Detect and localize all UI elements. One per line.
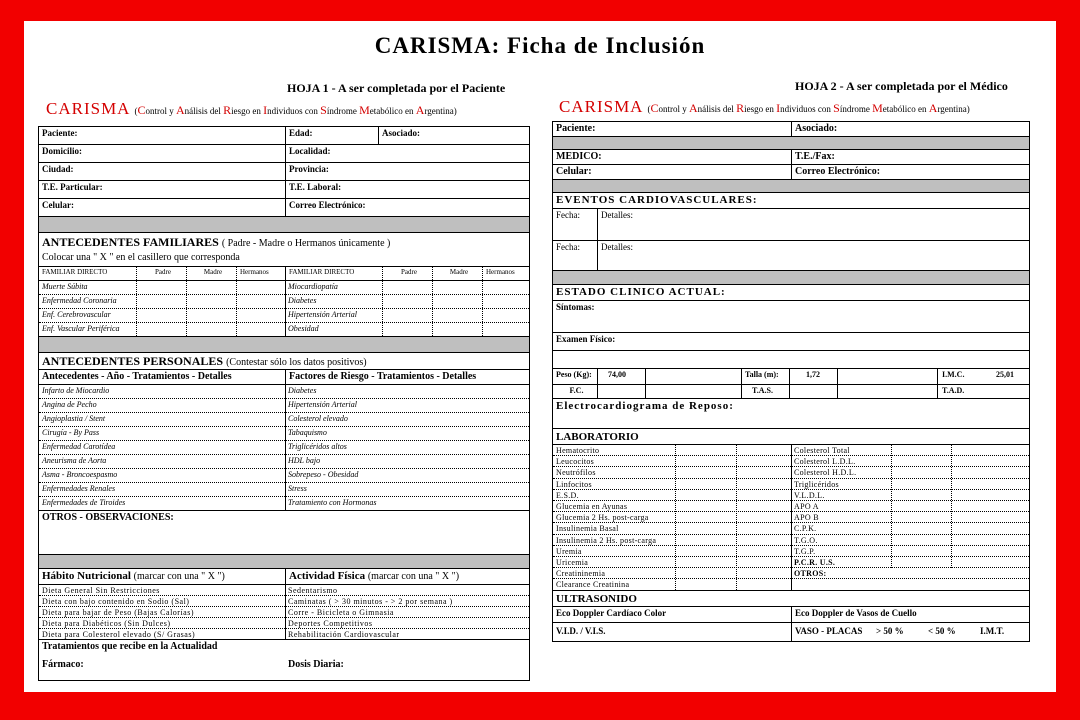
fam-item-left[interactable]: Enfermedad Coronaria bbox=[42, 296, 117, 305]
paciente-field[interactable]: Paciente: bbox=[42, 128, 78, 138]
dosis-field[interactable]: Dosis Diaria: bbox=[288, 659, 344, 670]
brand-initial: S bbox=[320, 103, 327, 117]
pers-item-right[interactable]: Colesterol elevado bbox=[288, 414, 348, 423]
fam-title: ANTECEDENTES FAMILIARES bbox=[42, 235, 219, 249]
actividad-item[interactable]: Sedentarismo bbox=[288, 586, 338, 595]
actividad-item[interactable]: Caminatas ( > 30 minutos - > 2 por semana ) bbox=[288, 597, 453, 606]
brand-paren-close: ) bbox=[966, 104, 970, 114]
table-row bbox=[39, 281, 529, 295]
imc-label: I.M.C. bbox=[937, 369, 993, 384]
brand-word: rgentina bbox=[424, 106, 454, 116]
table-row bbox=[39, 585, 529, 596]
edad-field[interactable]: Edad: bbox=[285, 127, 378, 144]
otros-observaciones[interactable]: OTROS - OBSERVACIONES: bbox=[42, 512, 174, 523]
pers-item-left[interactable]: Cirugía - By Pass bbox=[42, 428, 100, 437]
tad-label: T.A.D. bbox=[937, 385, 993, 398]
examen-fisico-field[interactable]: Examen Físico: bbox=[556, 334, 616, 344]
lab-item-right[interactable]: OTROS: bbox=[794, 569, 827, 579]
brand-word: nálisis del bbox=[697, 104, 737, 114]
pers-item-right[interactable]: Sobrepeso - Obesidad bbox=[288, 470, 359, 479]
ecg-title: Electrocardiograma de Reposo: bbox=[556, 400, 734, 412]
lab-item-right[interactable]: C.P.K. bbox=[794, 524, 817, 534]
pers-item-left[interactable]: Asma - Broncoespasmo bbox=[42, 470, 118, 479]
eco-cardiaco-title: Eco Doppler Cardíaco Color bbox=[556, 608, 667, 618]
lab-item-right[interactable]: Triglicéridos bbox=[794, 479, 839, 489]
table-row bbox=[39, 427, 529, 441]
dieta-item[interactable]: Dieta para Diabéticos (Sin Dulces) bbox=[42, 619, 171, 628]
mayor-50-label: > 50 % bbox=[876, 626, 904, 636]
pers-item-left[interactable]: Angioplastia / Stent bbox=[42, 414, 106, 423]
fam-instructions: Colocar una " X " en el casillero que corresponda bbox=[42, 252, 240, 263]
separator bbox=[553, 271, 1029, 285]
table-row bbox=[39, 618, 529, 629]
page-title: CARISMA: Ficha de Inclusión bbox=[374, 33, 706, 58]
lab-item-right[interactable]: APO B bbox=[794, 513, 819, 523]
habito-title: Hábito Nutricional bbox=[42, 570, 131, 582]
te-particular-field[interactable]: T.E. Particular: bbox=[42, 182, 103, 192]
lab-item-left[interactable]: Glucemia en Ayunas bbox=[556, 502, 628, 511]
imc-value[interactable]: 25,01 bbox=[996, 370, 1014, 379]
brand-initial: S bbox=[833, 101, 840, 115]
fam-col-padre-2: Padre bbox=[382, 267, 432, 280]
vid-vis-label: V.I.D. / V.I.S. bbox=[556, 626, 606, 636]
actividad-item[interactable]: Corre - Bicicleta o Gimnasia bbox=[288, 608, 394, 617]
lab-item-left[interactable]: Uremia bbox=[556, 546, 582, 556]
detalles-label-2[interactable]: Detalles: bbox=[597, 241, 1029, 270]
table-row bbox=[39, 413, 529, 427]
dieta-item[interactable]: Dieta con bajo contenido en Sodio (Sal) bbox=[42, 597, 190, 606]
brand-word: etabólico en bbox=[369, 106, 416, 116]
medico-field[interactable]: MEDICO: bbox=[556, 151, 602, 162]
tas-label: T.A.S. bbox=[741, 385, 789, 398]
dieta-item[interactable]: Dieta General Sin Restricciones bbox=[42, 586, 160, 595]
brand-initial: A bbox=[688, 101, 698, 115]
fam-col-hermanos-2: Hermanos bbox=[482, 267, 529, 280]
hoja2-brand: CARISMA (Control y Análisis del Riesgo en Individuos con Síndrome Metabólico en Argentina) bbox=[559, 97, 970, 116]
lab-item-right[interactable]: T.G.P. bbox=[794, 546, 816, 556]
table-row bbox=[39, 295, 529, 309]
table-row bbox=[39, 309, 529, 323]
actividad-item[interactable]: Rehabilitación Cardiovascular bbox=[288, 630, 400, 639]
brand-initial: M bbox=[872, 101, 883, 115]
table-row bbox=[39, 596, 529, 607]
estado-title: ESTADO CLINICO ACTUAL: bbox=[556, 286, 726, 298]
eco-cuello-title: Eco Doppler de Vasos de Cuello bbox=[791, 607, 1029, 622]
fam-item-left[interactable]: Enf. Cerebrovascular bbox=[42, 310, 111, 319]
table-row bbox=[39, 441, 529, 455]
habito-sub: (marcar con una " X ") bbox=[133, 571, 225, 582]
fam-col-familiar-2: FAMILIAR DIRECTO bbox=[285, 267, 382, 280]
actividad-sub: (marcar con una " X ") bbox=[367, 571, 460, 582]
fam-grid bbox=[39, 281, 529, 337]
table-row bbox=[39, 385, 529, 399]
lab-item-left[interactable]: Creatininemia bbox=[556, 569, 606, 579]
brand-initial: I bbox=[776, 101, 781, 115]
pers-title-sub: (Contestar sólo los datos positivos) bbox=[226, 357, 367, 368]
actividad-item[interactable]: Deportes Competitivos bbox=[288, 619, 373, 628]
fam-item-left[interactable]: Enf. Vascular Periférica bbox=[42, 324, 120, 333]
brand-word: ontrol y bbox=[145, 106, 176, 116]
pers-item-left[interactable]: Aneurisma de Aorta bbox=[42, 456, 107, 465]
brand-paren-open: ( bbox=[647, 104, 651, 114]
fam-item-left[interactable]: Muerte Súbita bbox=[42, 282, 88, 291]
laboratorio-title: LABORATORIO bbox=[556, 431, 639, 443]
hoja2-form bbox=[552, 121, 1030, 642]
peso-value[interactable]: 74,00 bbox=[597, 369, 645, 384]
lab-grid bbox=[553, 445, 1029, 591]
brand-initial: C bbox=[137, 103, 146, 117]
brand-word: índrome bbox=[326, 106, 360, 116]
brand-initial: A bbox=[175, 103, 185, 117]
lab-item-left[interactable]: Uricemia bbox=[556, 558, 589, 567]
fc-label: F.C. bbox=[569, 386, 584, 395]
te-fax-field[interactable]: T.E./Fax: bbox=[791, 150, 1029, 164]
hoja1-header: HOJA 1 - A ser completada por el Paciente bbox=[287, 81, 506, 95]
tratamientos-title: Tratamientos que recibe en la Actualidad bbox=[42, 641, 218, 652]
pers-item-right[interactable]: Hipertensión Arterial bbox=[288, 400, 357, 409]
form-sheet bbox=[24, 21, 1056, 692]
lab-item-left[interactable]: Insulinemia Basal bbox=[556, 524, 619, 534]
habito-grid bbox=[39, 585, 529, 640]
brand-initial: A bbox=[415, 103, 425, 117]
brand-initial: I bbox=[263, 103, 268, 117]
h2-paciente-field[interactable]: Paciente: bbox=[556, 123, 596, 134]
fam-col-familiar: FAMILIAR DIRECTO bbox=[42, 268, 108, 276]
domicilio-field[interactable]: Domicilio: bbox=[42, 146, 82, 156]
lab-item-left[interactable]: Glucemia 2 Hs. post-carga bbox=[556, 513, 649, 523]
dieta-item[interactable]: Dieta para bajar de Peso (Bajas Calorías) bbox=[42, 608, 195, 617]
brand-initial: R bbox=[223, 103, 232, 117]
lab-item-left[interactable]: Clearance Creatinina bbox=[556, 580, 630, 590]
hoja1-form bbox=[38, 126, 530, 681]
table-row bbox=[39, 469, 529, 483]
eventos-title: EVENTOS CARDIOVASCULARES: bbox=[556, 194, 758, 206]
pers-item-right[interactable]: Stress bbox=[288, 484, 307, 493]
separator bbox=[39, 555, 529, 569]
brand-word: ndividuos con bbox=[780, 104, 834, 114]
brand-initial: M bbox=[359, 103, 370, 117]
menor-50-label: < 50 % bbox=[928, 626, 956, 636]
fam-col-madre-2: Madre bbox=[432, 267, 482, 280]
ultrasonido-title: ULTRASONIDO bbox=[556, 593, 637, 605]
fam-col-madre: Madre bbox=[186, 267, 236, 280]
table-row bbox=[39, 455, 529, 469]
hoja1-brand: CARISMA (Control y Análisis del Riesgo en Individuos con Síndrome Metabólico en Argentina) bbox=[46, 99, 457, 118]
pers-grid bbox=[39, 385, 529, 511]
h2-correo-field[interactable]: Correo Electrónico: bbox=[791, 165, 1029, 179]
celular-field[interactable]: Celular: bbox=[42, 200, 74, 210]
localidad-field[interactable]: Localidad: bbox=[285, 145, 529, 162]
brand-word: nálisis del bbox=[184, 106, 224, 116]
fam-item-right[interactable]: Diabetes bbox=[288, 296, 317, 305]
lab-item-left[interactable]: Leucocitos bbox=[556, 457, 595, 467]
fam-col-hermanos: Hermanos bbox=[236, 267, 285, 280]
brand-word: iesgo en bbox=[231, 106, 264, 116]
hoja2-header: HOJA 2 - A ser completada por el Médico bbox=[795, 79, 1008, 93]
brand-initial: C bbox=[650, 101, 659, 115]
pers-item-left[interactable]: Enfermedad Carotídea bbox=[42, 442, 116, 451]
pers-title: ANTECEDENTES PERSONALES bbox=[42, 354, 224, 368]
lab-item-left[interactable]: Hematocrito bbox=[556, 446, 600, 455]
pers-item-right[interactable]: HDL bajo bbox=[288, 456, 321, 465]
pers-item-left[interactable]: Angina de Pecho bbox=[42, 400, 97, 409]
lab-item-left[interactable]: Insulinemia 2 Hs. post-carga bbox=[556, 535, 657, 545]
separator bbox=[39, 337, 529, 353]
table-row bbox=[39, 497, 529, 511]
farmaco-field[interactable]: Fármaco: bbox=[42, 659, 84, 670]
lab-item-left[interactable]: Linfocitos bbox=[556, 479, 592, 489]
table-row bbox=[39, 629, 529, 640]
pers-item-left[interactable]: Infarto de Miocardio bbox=[42, 386, 110, 395]
lab-item-right[interactable]: APO A bbox=[794, 502, 819, 511]
te-laboral-field[interactable]: T.E. Laboral: bbox=[285, 181, 529, 198]
pers-head-left: Antecedentes - Año - Tratamientos - Detalles bbox=[42, 371, 232, 382]
fam-item-right[interactable]: Hipertensión Arterial bbox=[288, 310, 357, 319]
brand-initial: A bbox=[928, 101, 938, 115]
lab-item-right[interactable]: Colesterol H.D.L. bbox=[794, 468, 857, 478]
sintomas-field[interactable]: Síntomas: bbox=[556, 302, 595, 312]
fam-col-padre: Padre bbox=[136, 267, 186, 280]
fecha-label-1[interactable]: Fecha: bbox=[556, 210, 580, 220]
table-row bbox=[39, 483, 529, 497]
ciudad-field[interactable]: Ciudad: bbox=[42, 164, 74, 174]
fecha-label-2[interactable]: Fecha: bbox=[556, 242, 580, 252]
vaso-placas-label: VASO - PLACAS bbox=[791, 623, 873, 641]
lab-item-right[interactable]: Colesterol L.D.L. bbox=[794, 457, 856, 467]
brand-word: etabólico en bbox=[882, 104, 929, 114]
lab-item-right[interactable]: T.G.O. bbox=[794, 535, 818, 545]
asociado-field[interactable]: Asociado: bbox=[378, 127, 529, 144]
brand-paren-close: ) bbox=[453, 106, 457, 116]
pers-head-right: Factores de Riesgo - Tratamientos - Detalles bbox=[285, 370, 529, 384]
lab-item-left[interactable]: Neutrófilos bbox=[556, 468, 596, 478]
brand-word: ontrol y bbox=[658, 104, 689, 114]
table-row bbox=[39, 399, 529, 413]
lab-item-left[interactable]: E.S.D. bbox=[556, 490, 579, 500]
pers-item-left[interactable]: Enfermedades de Tiroides bbox=[42, 498, 126, 507]
brand-word: rgentina bbox=[937, 104, 967, 114]
pers-item-left[interactable]: Enfermedades Renales bbox=[42, 484, 116, 493]
talla-value[interactable]: 1,72 bbox=[789, 369, 837, 384]
brand-word: índrome bbox=[839, 104, 873, 114]
fam-title-sub: ( Padre - Madre o Hermanos únicamente ) bbox=[221, 238, 391, 249]
pers-item-right[interactable]: Diabetes bbox=[288, 386, 317, 395]
table-row bbox=[39, 607, 529, 618]
peso-label: Peso (Kg): bbox=[556, 370, 592, 379]
table-row bbox=[39, 323, 529, 337]
pers-item-right[interactable]: Triglicéridos altos bbox=[288, 442, 347, 451]
brand-word: iesgo en bbox=[744, 104, 777, 114]
lab-item-right[interactable]: V.L.D.L. bbox=[794, 490, 825, 500]
separator bbox=[39, 217, 529, 233]
brand-word: ndividuos con bbox=[267, 106, 321, 116]
talla-label: Talla (m): bbox=[741, 369, 789, 384]
imt-label: I.M.T. bbox=[980, 626, 1005, 636]
detalles-label-1[interactable]: Detalles: bbox=[597, 209, 1029, 240]
brand-paren-open: ( bbox=[134, 106, 138, 116]
pers-item-right[interactable]: Tabaquismo bbox=[288, 428, 327, 437]
separator bbox=[553, 180, 1029, 193]
pers-item-right[interactable]: Tratamiento con Hormonas bbox=[288, 498, 377, 507]
h2-celular-field[interactable]: Celular: bbox=[556, 166, 592, 177]
fam-item-right[interactable]: Miocardiopatía bbox=[288, 282, 338, 291]
lab-item-right[interactable]: P.C.R. U.S. bbox=[794, 558, 836, 567]
lab-item-right[interactable]: Colesterol Total bbox=[794, 446, 850, 455]
brand-initial: R bbox=[736, 101, 745, 115]
fam-item-right[interactable]: Obesidad bbox=[288, 324, 319, 333]
separator bbox=[553, 137, 1029, 150]
correo-field[interactable]: Correo Electrónico: bbox=[285, 199, 529, 216]
provincia-field[interactable]: Provincia: bbox=[285, 163, 529, 180]
h2-asociado-field[interactable]: Asociado: bbox=[791, 122, 1029, 136]
actividad-title: Actividad Física bbox=[289, 570, 366, 582]
dieta-item[interactable]: Dieta para Colesterol elevado (S/ Grasas) bbox=[42, 630, 196, 639]
